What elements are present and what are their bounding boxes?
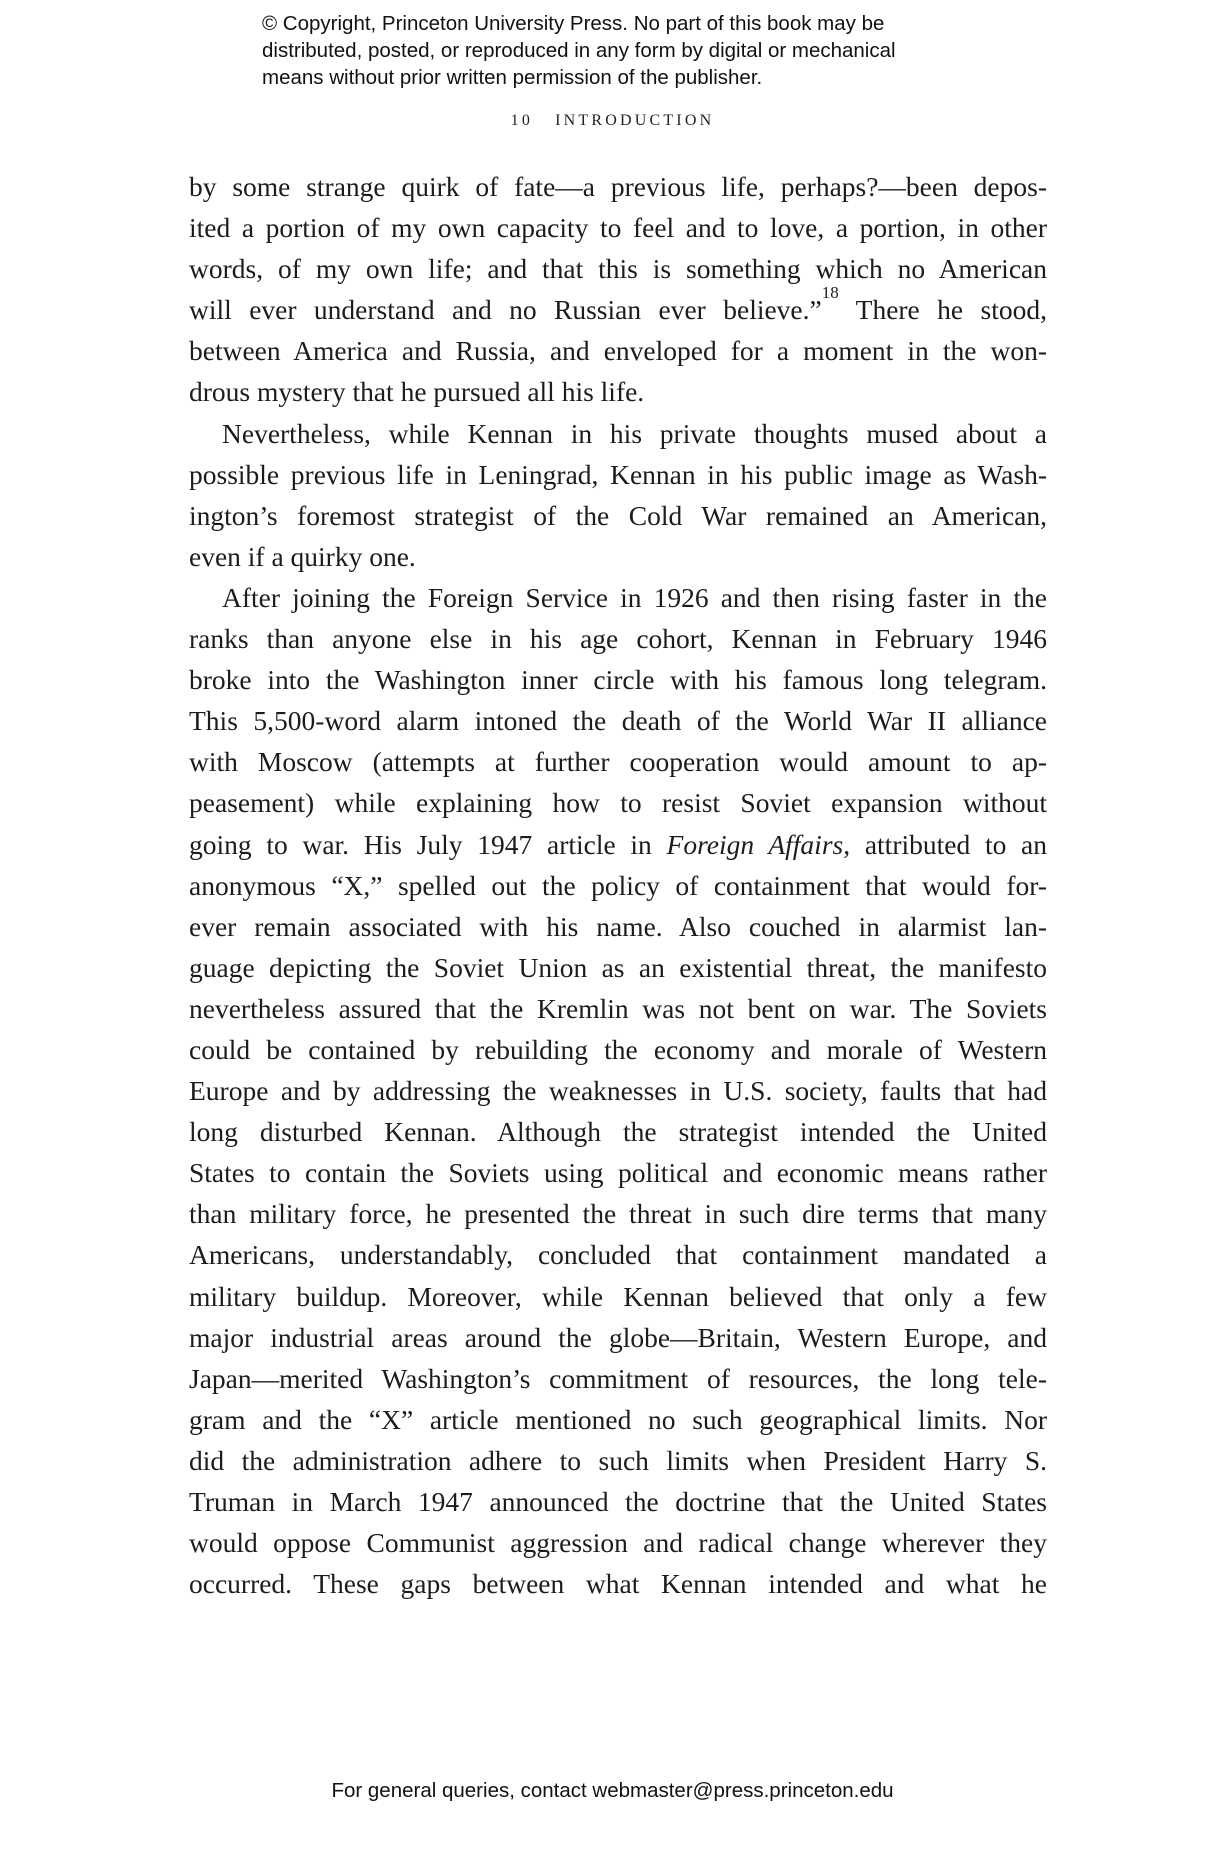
text-line: major industrial areas around the globe—Britain, Western Europe, and: [189, 1321, 1047, 1353]
text-line: occurred. These gaps between what Kennan intended and what he: [189, 1568, 1047, 1600]
page-number: 10: [510, 112, 534, 129]
text-line: than military force, he presented the threat in such dire terms that many: [189, 1198, 1047, 1230]
text-line: gram and the “X” article mentioned no such geographical limits. Nor: [189, 1403, 1047, 1435]
text-line: between America and Russia, and enveloped for a moment in the won-: [189, 335, 1047, 367]
text-segment: , attributed to an: [843, 828, 1048, 860]
quote-end-text: will ever understand and no Russian ever believe.”: [189, 294, 822, 326]
sentence-text: There he stood,: [838, 294, 1048, 326]
text-line: Japan—merited Washington’s commitment of resources, the long tele-: [189, 1362, 1047, 1394]
text-line: did the administration adhere to such limits when President Harry S.: [189, 1444, 1047, 1476]
text-line: ington’s foremost strategist of the Cold War remained an American,: [189, 499, 1047, 531]
text-line: Truman in March 1947 announced the doctrine that the United States: [189, 1486, 1047, 1517]
text-line: [189, 283, 1048, 330]
text-line: ever remain associated with his name. Also couched in alarmist lan-: [189, 910, 1047, 942]
copyright-line: © Copyright, Princeton University Press. No part of this book may be: [262, 12, 885, 35]
text-line: Europe and by addressing the weaknesses in U.S. society, faults that had: [189, 1075, 1047, 1107]
text-line: drous mystery that he pursued all his life.: [189, 376, 645, 408]
text-line: anonymous “X,” spelled out the policy of containment that would for-: [189, 869, 1047, 901]
footnote-reference: 18: [821, 283, 839, 303]
copyright-line: distributed, posted, or reproduced in any form by digital or mechanical: [262, 39, 896, 62]
footer-contact: For general queries, contact webmaster@press.princeton.edu: [331, 1779, 894, 1802]
journal-title: Foreign Affairs: [666, 828, 844, 860]
text-line: could be contained by rebuilding the economy and morale of Western: [189, 1033, 1047, 1065]
text-line: guage depicting the Soviet Union as an existential threat, the manifesto: [189, 951, 1047, 983]
text-line: This 5,500-word alarm intoned the death of the World War II alliance: [189, 705, 1047, 737]
text-line: military buildup. Moreover, while Kennan believed that only a few: [189, 1280, 1047, 1312]
text-line: long disturbed Kennan. Although the strategist intended the United: [189, 1116, 1047, 1148]
text-line: possible previous life in Leningrad, Kennan in his public image as Wash-: [189, 458, 1047, 490]
text-line: would oppose Communist aggression and radical change wherever they: [189, 1527, 1047, 1559]
text-line: by some strange quirk of fate—a previous life, perhaps?—been depos-: [189, 171, 1047, 202]
text-line: ited a portion of my own capacity to feel and to love, a portion, in other: [189, 212, 1047, 244]
text-line: [189, 824, 1047, 865]
paragraph-first-line: Nevertheless, while Kennan in his private thoughts mused about a: [222, 417, 1047, 449]
text-line: even if a quirky one.: [189, 540, 416, 572]
text-line: States to contain the Soviets using political and economic means rather: [189, 1157, 1047, 1189]
running-head: [0, 112, 1225, 130]
text-line: words, of my own life; and that this is something which no American: [189, 253, 1047, 285]
text-segment: going to war. His July 1947 article in: [189, 828, 667, 860]
body-text: [189, 166, 1047, 1604]
text-line: peasement) while explaining how to resist Soviet expansion without: [189, 787, 1047, 819]
copyright-notice: [262, 10, 982, 91]
chapter-title: INTRODUCTION: [555, 112, 715, 129]
text-line: broke into the Washington inner circle with his famous long telegram.: [189, 664, 1047, 696]
text-line: ranks than anyone else in his age cohort, Kennan in February 1946: [189, 623, 1047, 655]
paragraph-first-line: After joining the Foreign Service in 1926 and then rising faster in the: [222, 581, 1047, 613]
text-line: nevertheless assured that the Kremlin was not bent on war. The Soviets: [189, 992, 1047, 1024]
copyright-line: means without prior written permission of the publisher.: [262, 66, 763, 89]
text-line: Americans, understandably, concluded that containment mandated a: [189, 1239, 1047, 1271]
text-line: with Moscow (attempts at further cooperation would amount to ap-: [189, 746, 1047, 778]
